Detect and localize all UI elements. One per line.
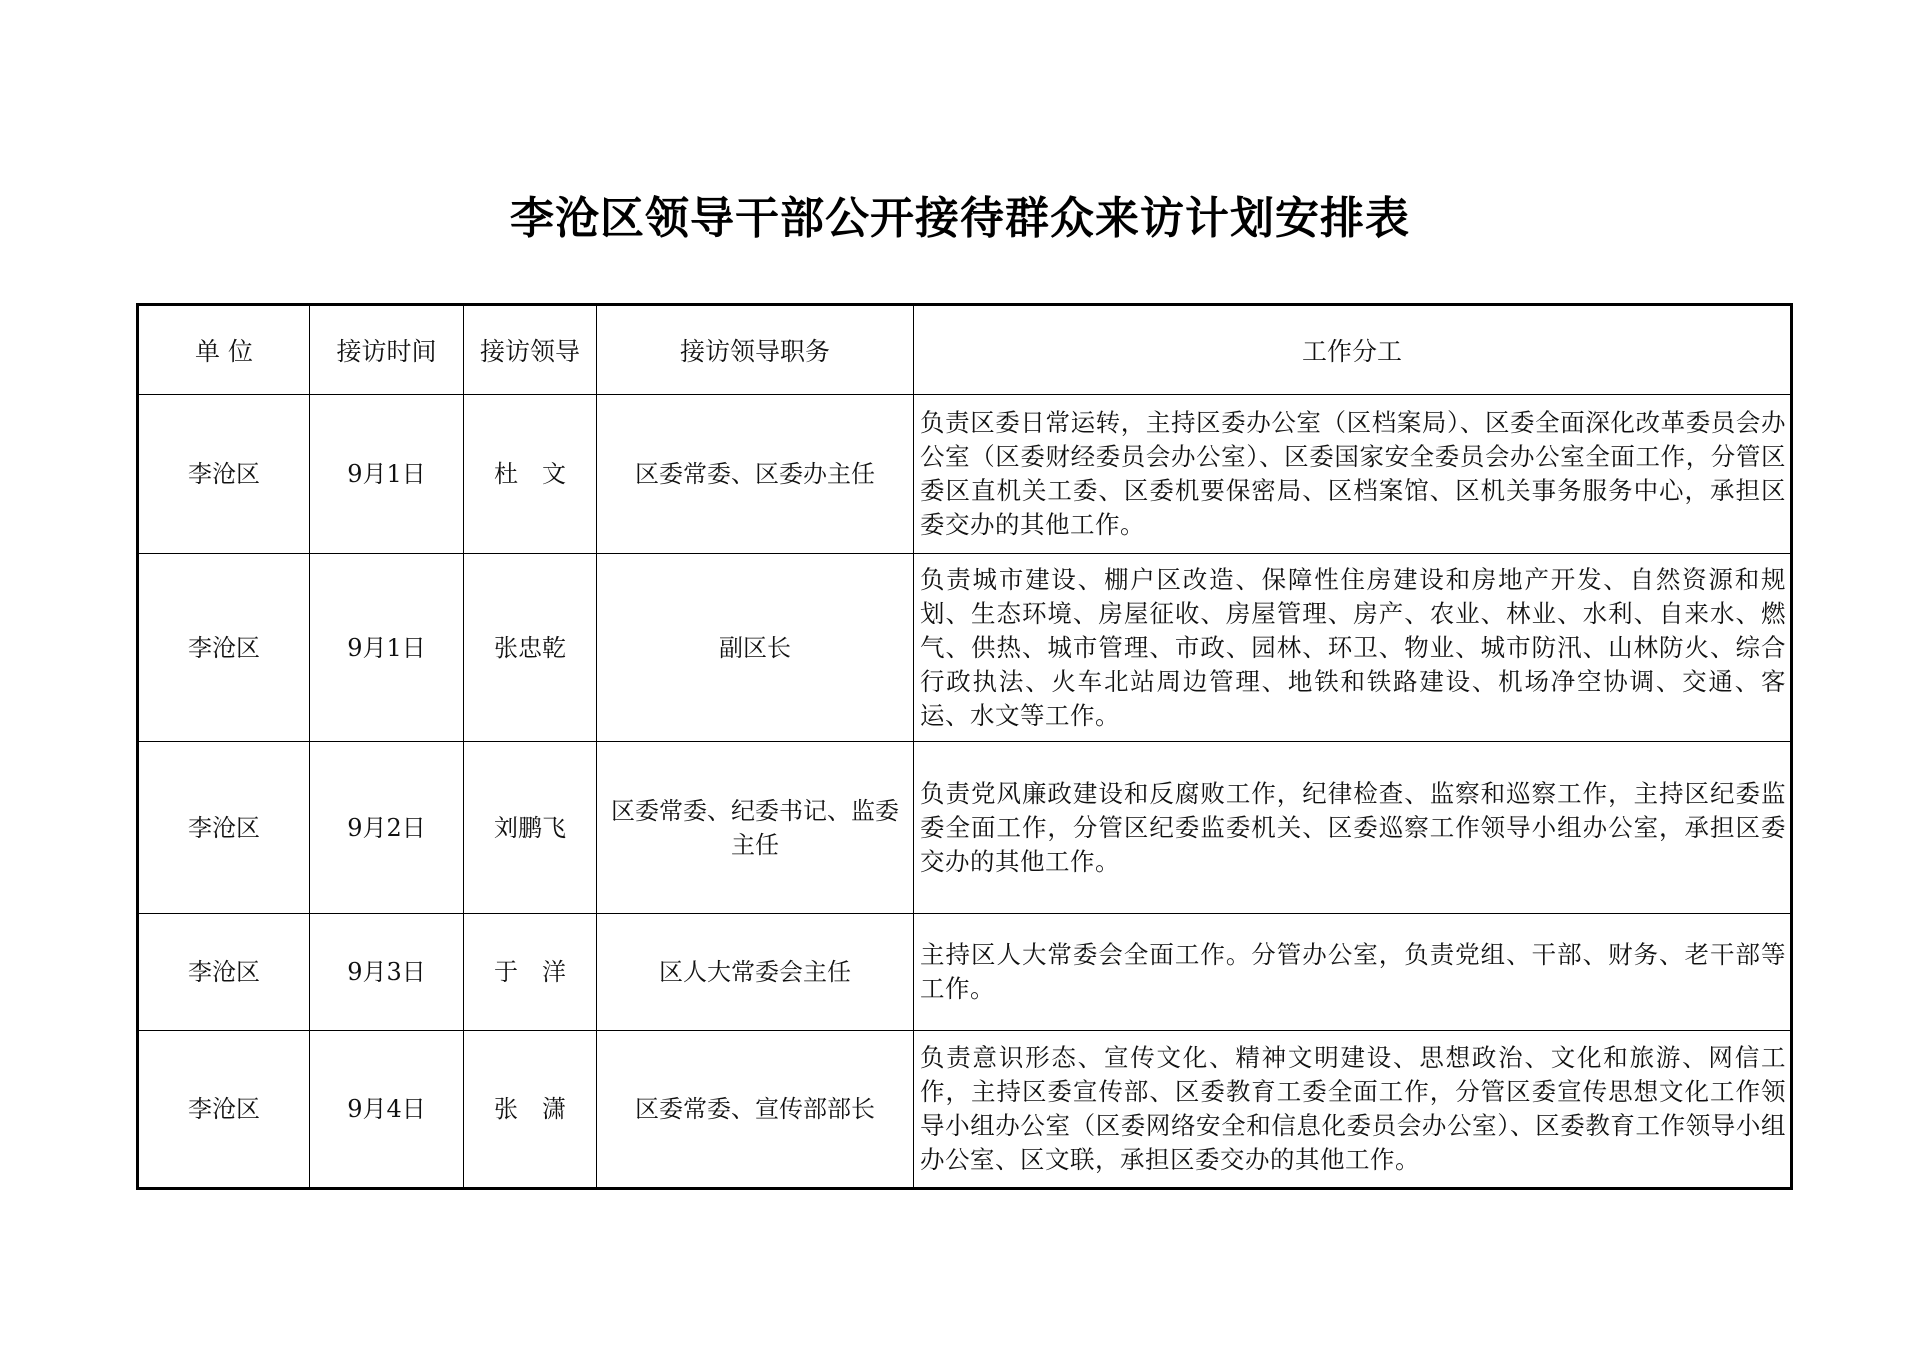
cell-duties: 负责城市建设、棚户区改造、保障性住房建设和房地产开发、自然资源和规划、生态环境、房屋征收、房屋管理、房产、农业、林业、水利、自来水、燃气、供热、城市管理、市政、园林、环卫、物业、城市防汛、山林防火、综合行政执法、火车北站周边管理、地铁和铁路建设、机场净空协调、交通、客运、水文等工作。 [914,554,1792,742]
cell-unit: 李沧区 [138,554,310,742]
cell-position: 区委常委、宣传部部长 [597,1031,914,1189]
cell-position: 区委常委、区委办主任 [597,395,914,554]
table-header-row [138,305,1792,395]
cell-duties: 负责党风廉政建设和反腐败工作，纪律检查、监察和巡察工作，主持区纪委监委全面工作，分管区纪委监委机关、区委巡察工作领导小组办公室，承担区委交办的其他工作。 [914,742,1792,914]
table-row [138,742,1792,914]
cell-unit: 李沧区 [138,395,310,554]
cell-duties: 负责区委日常运转，主持区委办公室（区档案局）、区委全面深化改革委员会办公室（区委财经委员会办公室）、区委国家安全委员会办公室全面工作，分管区委区直机关工委、区委机要保密局、区档案馆、区机关事务服务中心，承担区委交办的其他工作。 [914,395,1792,554]
column-header-position: 接访领导职务 [597,305,914,395]
cell-leader: 于 洋 [464,914,597,1031]
table-row [138,554,1792,742]
table-row [138,914,1792,1031]
column-header-unit: 单 位 [138,305,310,395]
cell-duties: 负责意识形态、宣传文化、精神文明建设、思想政治、文化和旅游、网信工作，主持区委宣传部、区委教育工委全面工作，分管区委宣传思想文化工作领导小组办公室（区委网络安全和信息化委员会办公室）、区委教育工作领导小组办公室、区文联，承担区委交办的其他工作。 [914,1031,1792,1189]
cell-date: 9月2日 [310,742,464,914]
cell-date: 9月3日 [310,914,464,1031]
page-title: 李沧区领导干部公开接待群众来访计划安排表 [510,193,1410,244]
cell-leader: 张 潇 [464,1031,597,1189]
cell-duties: 主持区人大常委会全面工作。分管办公室，负责党组、干部、财务、老干部等工作。 [914,914,1792,1031]
cell-leader: 张忠乾 [464,554,597,742]
cell-position: 副区长 [597,554,914,742]
cell-unit: 李沧区 [138,914,310,1031]
cell-unit: 李沧区 [138,742,310,914]
cell-date: 9月1日 [310,395,464,554]
table-row [138,1031,1792,1189]
column-header-date: 接访时间 [310,305,464,395]
cell-leader: 刘鹏飞 [464,742,597,914]
cell-unit: 李沧区 [138,1031,310,1189]
cell-position: 区委常委、纪委书记、监委主任 [597,742,914,914]
column-header-leader: 接访领导 [464,305,597,395]
column-header-duties: 工作分工 [914,305,1792,395]
cell-date: 9月4日 [310,1031,464,1189]
schedule-table [136,303,1793,1190]
cell-position: 区人大常委会主任 [597,914,914,1031]
cell-leader: 杜 文 [464,395,597,554]
table-row [138,395,1792,554]
cell-date: 9月1日 [310,554,464,742]
